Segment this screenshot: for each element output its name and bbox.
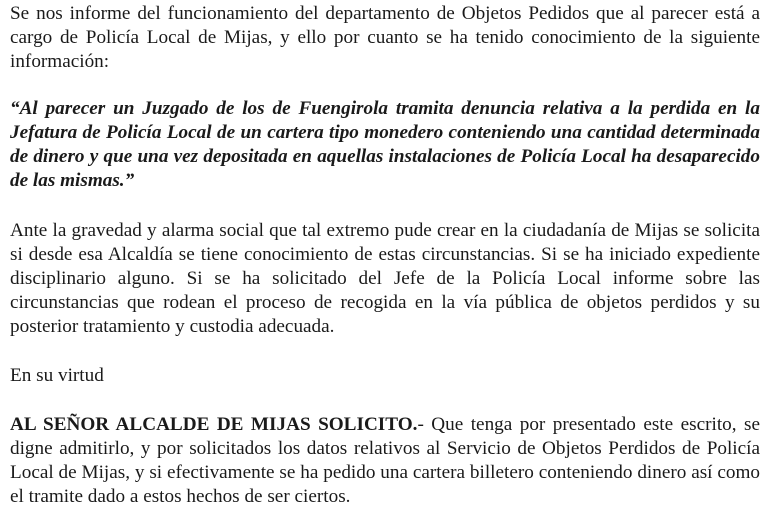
solicito-body: - Que tenga por presentado este escrito, se digne admitirlo, y por solicitados los datos relativos al Servicio de Objetos Perdidos de Policía Local de Mijas, y si efectivamente se ha pedido una cartera billetero conteniendo dinero así como el tramite dado a estos hechos de ser ciertos. [10,414,760,507]
solicito-paragraph [10,413,760,509]
quoted-statement: “Al parecer un Juzgado de los de Fuengirola tramita denuncia relativa a la perdida en la Jefatura de Policía Local de un cartera tipo monedero conteniendo una cantidad determinada de dinero y que una vez depositada en aquellas instalaciones de Policía Local ha desaparecido de las mismas.” [10,98,760,191]
en-su-virtud-line: En su virtud [10,365,104,386]
solicito-heading: AL SEÑOR ALCALDE DE MIJAS SOLICITO. [10,414,418,435]
request-paragraph: Ante la gravedad y alarma social que tal extremo pude crear en la ciudadanía de Mijas se solicita si desde esa Alcaldía se tiene conocimiento de estas circunstancias. Si se ha iniciado expediente disciplinario alguno. Si se ha solicitado del Jefe de la Policía Local informe sobre las circunstancias que rodean el proceso de recogida en la vía pública de objetos perdidos y su posterior tratamiento y custodia adecuada. [10,220,760,337]
intro-paragraph: Se nos informe del funcionamiento del departamento de Objetos Pedidos que al parecer está a cargo de Policía Local de Mijas, y ello por cuanto se ha tenido conocimiento de la siguiente información: [10,3,760,72]
